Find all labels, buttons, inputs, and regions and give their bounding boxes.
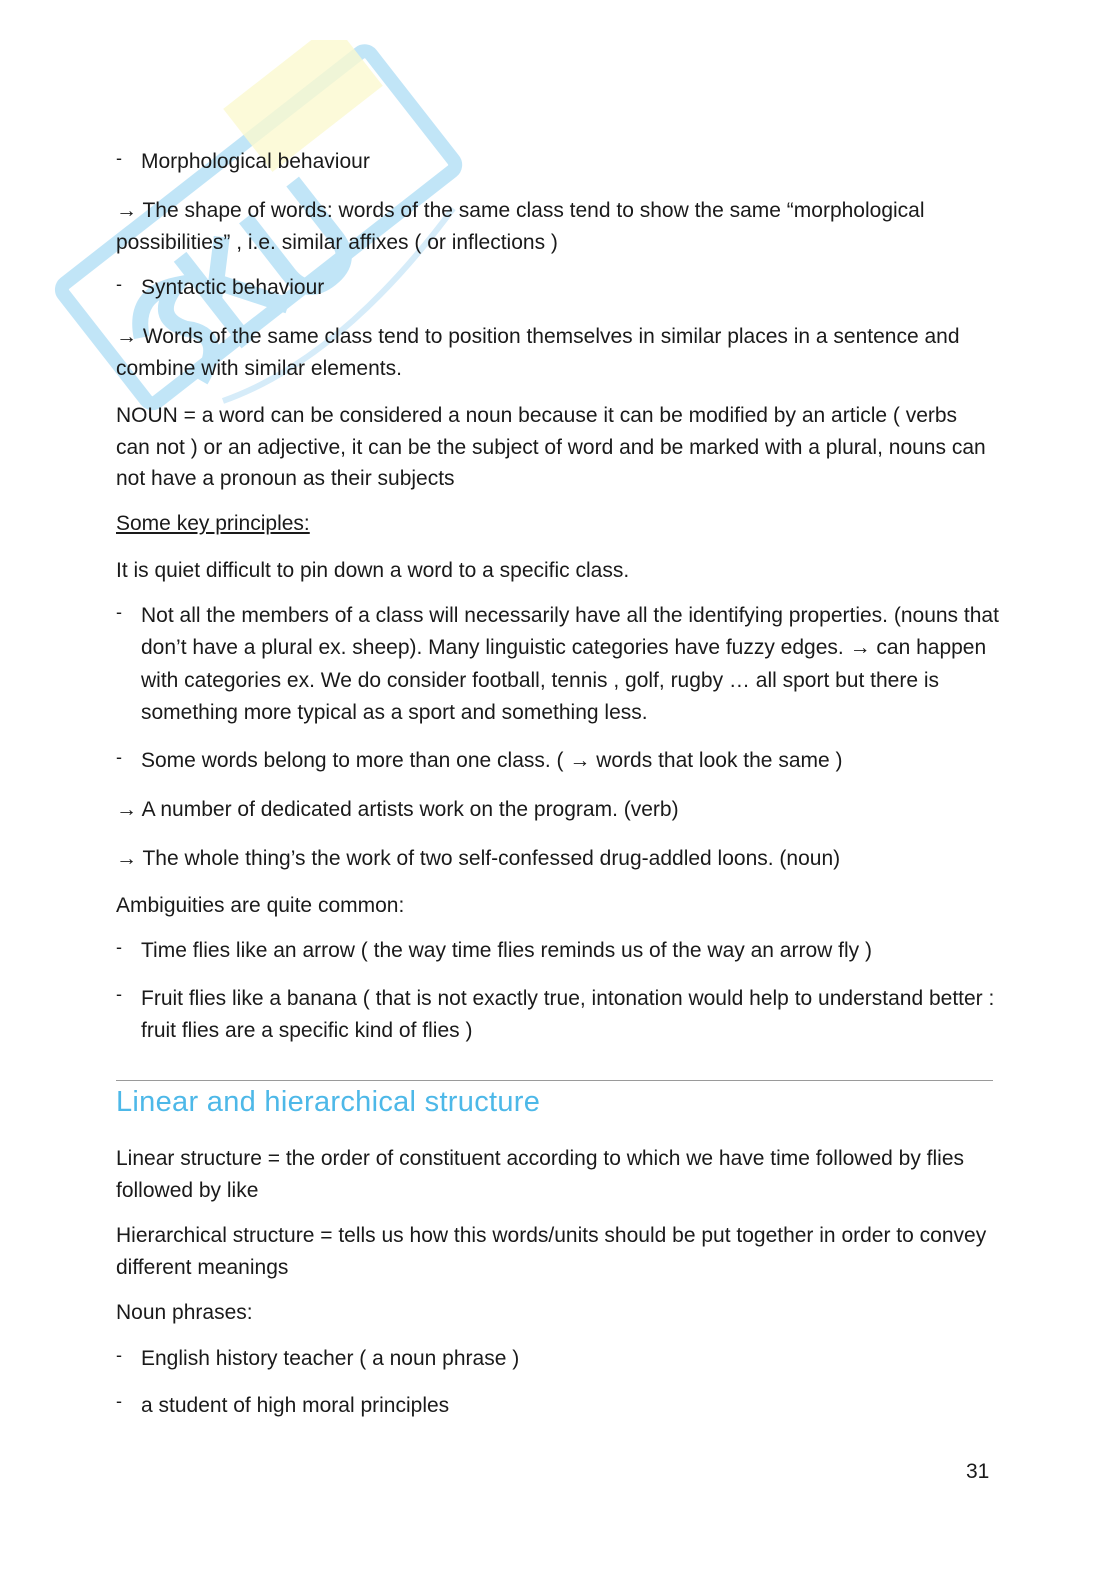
- bullet-syntactic-behaviour: Syntactic behaviour: [141, 276, 325, 299]
- bullet-dash: -: [116, 937, 122, 957]
- bullet-dash: -: [116, 274, 122, 294]
- paragraph-example-verb: → A number of dedicated artists work on the program. (verb): [116, 798, 679, 821]
- bullet-english-history-teacher: English history teacher ( a noun phrase ): [141, 1347, 520, 1370]
- paragraph-shape-of-words: → The shape of words: words of the same class tend to show the same “morphological possibilities” , i.e. similar affixes ( or inflections ): [116, 199, 925, 254]
- bullet-fruit-flies: Fruit flies like a banana ( that is not exactly true, intonation would help to understand better : fruit flies are a specific kind of flies ): [141, 987, 995, 1042]
- paragraph-hierarchical-structure: Hierarchical structure = tells us how this words/units should be put together in order to convey different meanings: [116, 1224, 987, 1279]
- bullet-time-flies: Time flies like an arrow ( the way time flies reminds us of the way an arrow fly ): [141, 939, 872, 962]
- paragraph-noun-definition: NOUN = a word can be considered a noun because it can be modified by an article ( verbs can not ) or an adjective, it can be the subject of word and be marked with a plural, nouns can not have a pronoun as their subjects: [116, 404, 986, 490]
- paragraph-same-class-position: → Words of the same class tend to position themselves in similar places in a sentence and combine with similar elements.: [116, 325, 960, 380]
- paragraph-example-noun: → The whole thing’s the work of two self-confessed drug-addled loons. (noun): [116, 847, 841, 870]
- section-title: Linear and hierarchical structure: [116, 1086, 541, 1118]
- bullet-dash: -: [116, 148, 122, 168]
- bullet-dash: -: [116, 747, 122, 767]
- paragraph-noun-phrases: Noun phrases:: [116, 1301, 253, 1324]
- paragraph-ambiguities: Ambiguities are quite common:: [116, 894, 405, 917]
- heading-key-principles: Some key principles:: [116, 512, 310, 535]
- bullet-dash: -: [116, 1391, 122, 1411]
- bullet-dash: -: [116, 984, 122, 1004]
- bullet-dash: -: [116, 602, 122, 622]
- bullet-morphological-behaviour: Morphological behaviour: [141, 150, 370, 173]
- section-divider: [116, 1080, 993, 1081]
- bullet-more-than-one-class: Some words belong to more than one class. ( → words that look the same ): [141, 749, 843, 772]
- bullet-not-all-members: Not all the members of a class will necessarily have all the identifying properties. (nouns that don’t have a plural ex. sheep). Many linguistic categories have fuzzy edges. → can happen with categories ex. We do consider football, tennis , golf, rugby … all sport but there is something more typical as a sport and something less.: [141, 604, 999, 724]
- page-number: 31: [966, 1460, 990, 1483]
- bullet-dash: -: [116, 1345, 122, 1365]
- paragraph-pin-down: It is quiet difficult to pin down a word to a specific class.: [116, 559, 630, 582]
- bullet-student-high-moral: a student of high moral principles: [141, 1394, 450, 1417]
- paragraph-linear-structure: Linear structure = the order of constituent according to which we have time followed by flies followed by like: [116, 1147, 965, 1202]
